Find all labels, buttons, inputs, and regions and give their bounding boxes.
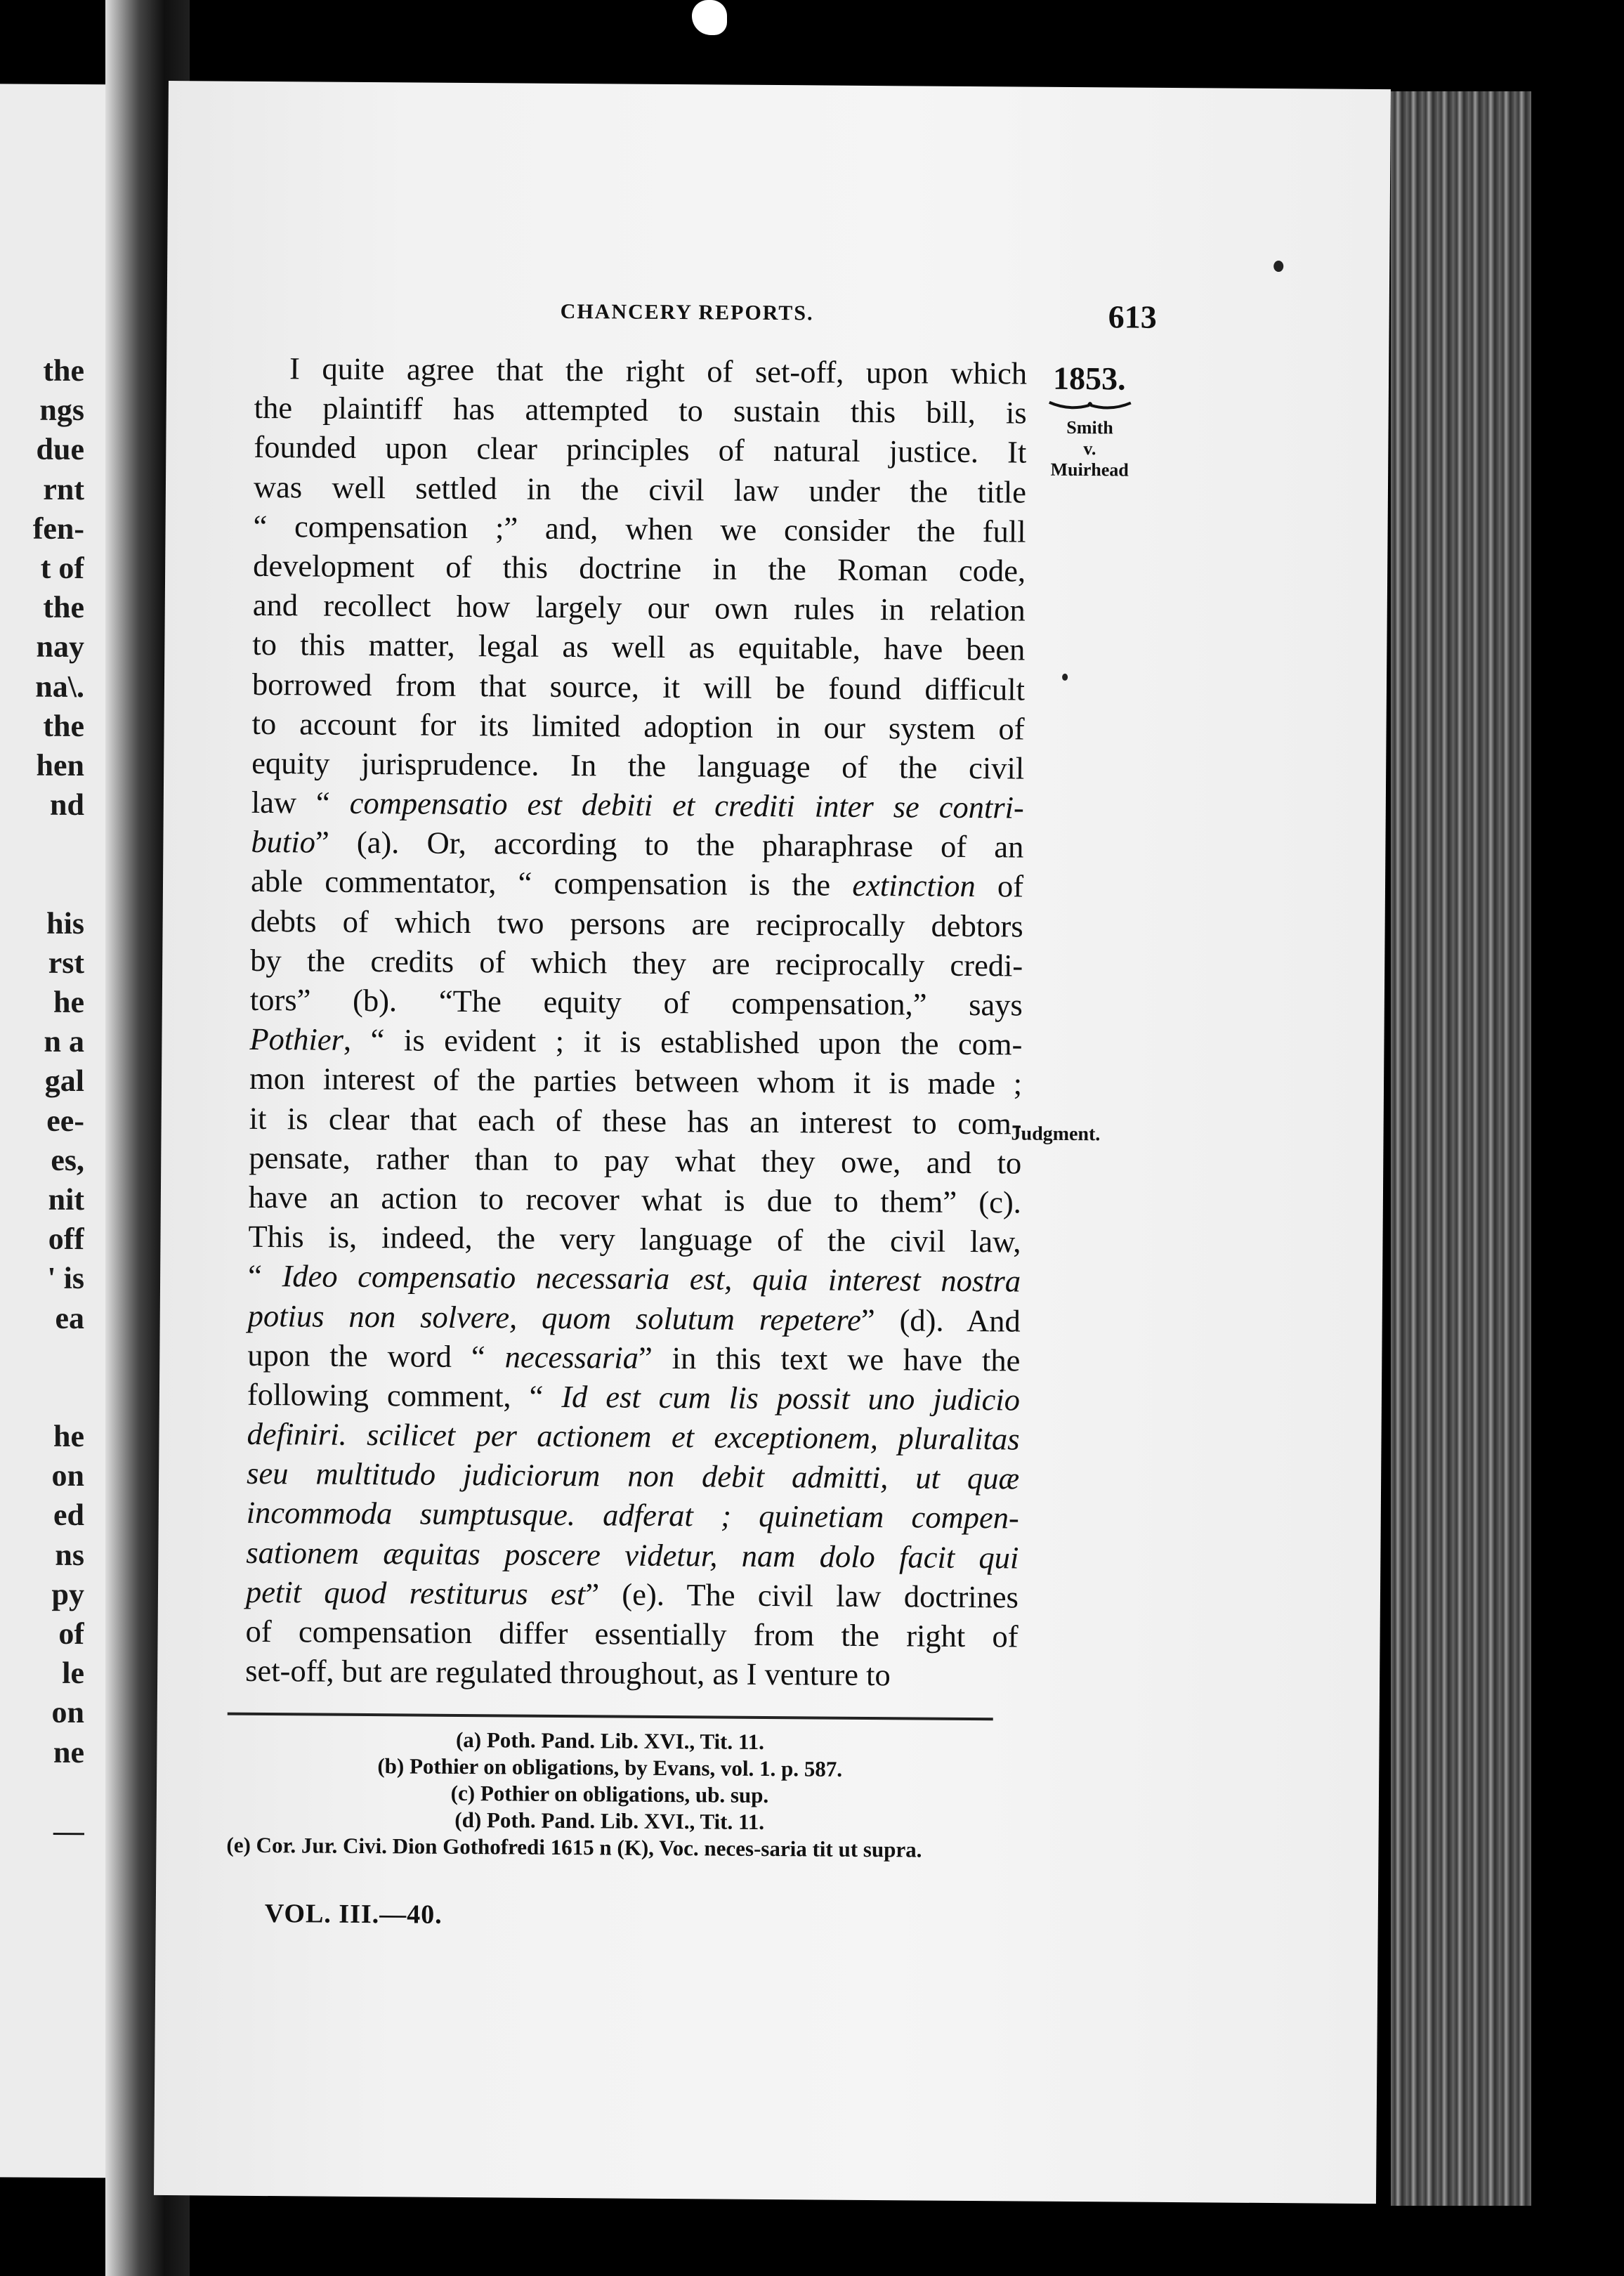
signature-mark: VOL. III.—40. — [264, 1899, 443, 1930]
left-page-fragment-line — [0, 825, 84, 865]
left-page-fragment-line: le — [62, 1656, 84, 1691]
left-page-fragment-line: nay — [36, 629, 84, 665]
case-party-defendant: Muirhead — [1050, 459, 1129, 480]
left-page-fragment-line: his — [46, 905, 84, 941]
body-line: set-off, but are regulated throughout, as I venture to — [245, 1653, 891, 1693]
left-page-fragment-line: na\. — [35, 669, 84, 704]
left-page-text-fragments — [0, 351, 84, 1851]
body-line: of compensation differ essentially from the right of — [245, 1613, 1019, 1654]
ink-speck — [1273, 261, 1283, 272]
left-page-fragment-line: ' is — [47, 1261, 84, 1296]
footnote-item: (d) Poth. Pand. Lib. XVI., Tit. 11. — [454, 1807, 765, 1834]
ink-speck — [1062, 674, 1068, 681]
left-page-fragment-line: fen- — [32, 511, 84, 546]
left-page-fragment-line: due — [36, 432, 84, 467]
body-line: petit quod restiturus est” (e). The civil law doctrines — [245, 1574, 1019, 1615]
body-line: to account for its limited adoption in our system of — [251, 705, 1025, 747]
margin-case-name — [1037, 417, 1143, 481]
body-line: This is, indeed, the very language of the civil law, — [248, 1218, 1021, 1260]
left-page-fragment-line: nd — [50, 787, 84, 823]
left-page-fragment-line — [0, 1772, 84, 1812]
body-line: I quite agree that the right of set-off, upon which — [289, 351, 1028, 391]
page-edges — [1391, 91, 1531, 2206]
body-line: equity jurisprudence. In the language of the civil — [251, 745, 1025, 786]
body-line: to this matter, legal as well as equitable, have been — [252, 627, 1026, 667]
body-line: definiri. scilicet per actionem et exceptionem, pluralitas — [247, 1415, 1020, 1457]
case-party-plaintiff: Smith — [1066, 417, 1113, 438]
body-line: founded upon clear principles of natural justice. It — [254, 429, 1027, 470]
body-line: following comment, “ Id est cum lis possit uno judicio — [247, 1376, 1021, 1418]
body-line: able commentator, “ compensation is the extinction of — [250, 863, 1024, 904]
left-page-fragment-line: py — [51, 1576, 84, 1611]
left-page-fragment-line: rst — [48, 945, 84, 980]
left-page-fragment-line: t of — [40, 550, 84, 585]
body-line: by the credits of which they are reciprocally credi- — [250, 942, 1023, 983]
body-line: “ Ideo compensatio necessaria est, quia interest nostra — [247, 1258, 1021, 1299]
left-page-fragment-line: on — [51, 1695, 84, 1730]
body-line: it is clear that each of these has an interest to com- — [249, 1100, 1022, 1142]
left-page-fragment-line: ns — [55, 1537, 84, 1572]
body-line: incommoda sumptusque. adferat ; quinetiam compen- — [246, 1495, 1019, 1536]
left-page-fragment-line: ee- — [46, 1103, 84, 1138]
left-page-fragment-line: — — [53, 1813, 84, 1848]
left-page-fragment-line: ea — [55, 1300, 84, 1335]
left-page-fragment-line: of — [58, 1616, 84, 1652]
body-text — [245, 348, 1027, 1696]
left-page-fragment-line — [0, 1377, 84, 1417]
left-page-fragment-line: he — [53, 1418, 84, 1454]
body-line: potius non solvere, quom solutum repetere” (d). And — [247, 1297, 1021, 1339]
body-line: have an action to recover what is due to them” (c). — [248, 1179, 1022, 1220]
left-page-fragment-line: rnt — [43, 471, 84, 506]
margin-brace-icon — [1048, 400, 1132, 414]
footnote-rule — [228, 1713, 993, 1721]
footnotes — [226, 1725, 993, 1864]
left-page-fragment-line: off — [48, 1221, 84, 1257]
body-line: the plaintiff has attempted to sustain this bill, is — [254, 390, 1027, 431]
scanned-page — [154, 81, 1391, 2204]
body-line: Pothier, “ is evident ; it is established upon the com- — [249, 1021, 1023, 1062]
body-line: tors” (b). “The equity of compensation,” says — [249, 981, 1023, 1023]
body-line: borrowed from that source, it will be found difficult — [251, 666, 1026, 707]
footnote-item: (a) Poth. Pand. Lib. XVI., Tit. 11. — [455, 1727, 765, 1754]
page-number: 613 — [1108, 299, 1157, 335]
body-line: seu multitudo judiciorum non debit admitti, ut quæ — [246, 1456, 1020, 1496]
left-page-fragment-line: ed — [53, 1498, 84, 1533]
left-page-fragment-line: the — [43, 353, 84, 388]
left-page-fragment-line: gal — [44, 1064, 84, 1099]
body-line: development of this doctrine in the Roman code, — [253, 547, 1026, 589]
footnote-item: (b) Pothier on obligations, by Evans, vol. 1. p. 587. — [377, 1753, 843, 1781]
left-page-fragment-line: es, — [51, 1142, 84, 1177]
body-line: sationem æquitas poscere videtur, nam dolo facit qui — [246, 1534, 1019, 1576]
body-line: butio” (a). Or, according to the pharaphrase of an — [251, 824, 1024, 865]
left-page-fragment-line: ne — [53, 1734, 84, 1770]
left-page-fragment-line: ngs — [39, 392, 84, 428]
left-page-fragment-line: he — [53, 984, 84, 1020]
left-page-fragment-line — [0, 864, 84, 904]
left-page-fragment-line: the — [43, 589, 84, 625]
body-line: was well settled in the civil law under the title — [253, 469, 1027, 510]
left-page-fragment-line: on — [51, 1458, 84, 1493]
margin-year: 1853. — [1052, 360, 1126, 397]
left-page-fragment-line: nit — [48, 1182, 84, 1217]
left-page-fragment-line — [0, 1338, 84, 1378]
case-versus: v. — [1083, 438, 1096, 459]
footnote-item: (e) Cor. Jur. Civi. Dion Gothofredi 1615 n (K), Voc. neces-saria tit ut supra. — [226, 1832, 922, 1862]
body-line: upon the word “ necessaria” in this text we have the — [247, 1337, 1021, 1378]
running-head: CHANCERY REPORTS. — [560, 299, 814, 325]
body-line: mon interest of the parties between whom it is made ; — [249, 1061, 1023, 1101]
body-line: debts of which two persons are reciprocally debtors — [250, 903, 1023, 944]
body-line: law “ compensatio est debiti et crediti inter se contri- — [251, 784, 1024, 825]
page-header — [166, 292, 1389, 342]
body-line: “ compensation ;” and, when we consider the full — [253, 508, 1026, 549]
left-page-fragment-line: hen — [36, 747, 84, 783]
body-line: and recollect how largely our own rules in relation — [252, 587, 1026, 628]
top-ink-mark — [692, 0, 727, 35]
body-line: pensate, rather than to pay what they owe, and to — [249, 1139, 1022, 1181]
margin-judgment: Judgment. — [1011, 1123, 1101, 1146]
left-page-fragment-line: the — [43, 708, 84, 743]
left-page-fragment-line: n a — [44, 1023, 84, 1059]
footnote-item: (c) Pothier on obligations, ub. sup. — [450, 1780, 769, 1808]
